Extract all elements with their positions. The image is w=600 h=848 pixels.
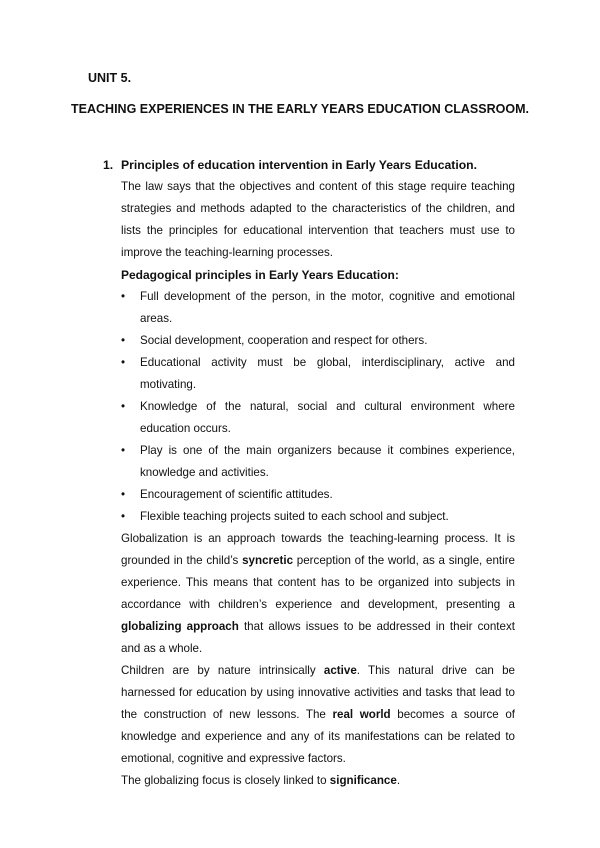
list-item bbox=[121, 286, 515, 330]
bold-term-globalizing-approach: globalizing approach bbox=[121, 620, 239, 633]
list-item bbox=[121, 506, 515, 528]
section-content bbox=[103, 154, 516, 792]
list-item-text: Educational activity must be global, interdisciplinary, active and motivating. bbox=[140, 356, 515, 391]
bullet-icon: • bbox=[121, 400, 126, 413]
bold-term-active: active bbox=[323, 664, 357, 677]
globalization-paragraph bbox=[121, 528, 515, 660]
bullet-icon: • bbox=[121, 510, 126, 523]
paragraph-text: perception of the world, as a single, entire experience. This means that content has to be organized into subjects in accordance with children’s experience and development, presenting a bbox=[121, 554, 515, 611]
list-item bbox=[121, 330, 515, 352]
bold-term-syncretic: syncretic bbox=[242, 554, 294, 567]
principles-subheading: Pedagogical principles in Early Years Education: bbox=[121, 268, 399, 282]
bold-term-real-world: real world bbox=[332, 708, 391, 721]
list-item bbox=[121, 484, 515, 506]
paragraph-text: Children are by nature intrinsically bbox=[121, 664, 324, 677]
bullet-icon: • bbox=[121, 356, 126, 369]
list-item-text: Social development, cooperation and respect for others. bbox=[140, 334, 428, 347]
bullet-icon: • bbox=[121, 488, 126, 501]
unit-label: UNIT 5. bbox=[88, 71, 132, 85]
section-number: 1. bbox=[103, 158, 114, 172]
intro-paragraph: The law says that the objectives and content of this stage require teaching strategies and methods adapted to the characteristics of the children, and lists the principles for educational intervention that teachers must use to improve the teaching-learning processes. bbox=[121, 180, 515, 259]
paragraph-text: . bbox=[396, 774, 401, 787]
bold-term-significance: significance bbox=[329, 774, 397, 787]
list-item-text: Knowledge of the natural, social and cultural environment where education occurs. bbox=[140, 400, 515, 435]
section-heading-text: Principles of education intervention in Early Years Education. bbox=[121, 158, 478, 172]
list-item-text: Flexible teaching projects suited to each school and subject. bbox=[140, 510, 449, 523]
paragraph-text: . This natural drive can be harnessed for education by using innovative activities and tasks that lead to the construction of new lessons. The bbox=[121, 664, 516, 721]
section-heading bbox=[103, 154, 515, 176]
bullet-icon: • bbox=[121, 444, 126, 457]
paragraph-text: that allows issues to be addressed in their context and as a whole. bbox=[121, 620, 515, 655]
page-title: TEACHING EXPERIENCES IN THE EARLY YEARS EDUCATION CLASSROOM. bbox=[71, 102, 529, 116]
paragraph-text: The globalizing focus is closely linked to bbox=[121, 774, 330, 787]
list-item bbox=[121, 396, 515, 440]
bullet-icon: • bbox=[121, 334, 126, 347]
paragraph-text: Globalization is an approach towards the teaching-learning process. It is grounded in the child’s bbox=[121, 532, 515, 567]
paragraph-text: becomes a source of knowledge and experience and any of its manifestations can be related to emotional, cognitive and expressive factors. bbox=[121, 708, 516, 765]
significance-paragraph bbox=[121, 770, 515, 792]
list-item bbox=[121, 440, 515, 484]
active-children-paragraph bbox=[121, 660, 515, 770]
principles-list bbox=[121, 286, 515, 528]
list-item-text: Play is one of the main organizers because it combines experience, knowledge and activities. bbox=[140, 444, 515, 479]
list-item-text: Full development of the person, in the motor, cognitive and emotional areas. bbox=[140, 290, 515, 325]
list-item-text: Encouragement of scientific attitudes. bbox=[140, 488, 333, 501]
list-item bbox=[121, 352, 515, 396]
bullet-icon: • bbox=[121, 290, 126, 303]
